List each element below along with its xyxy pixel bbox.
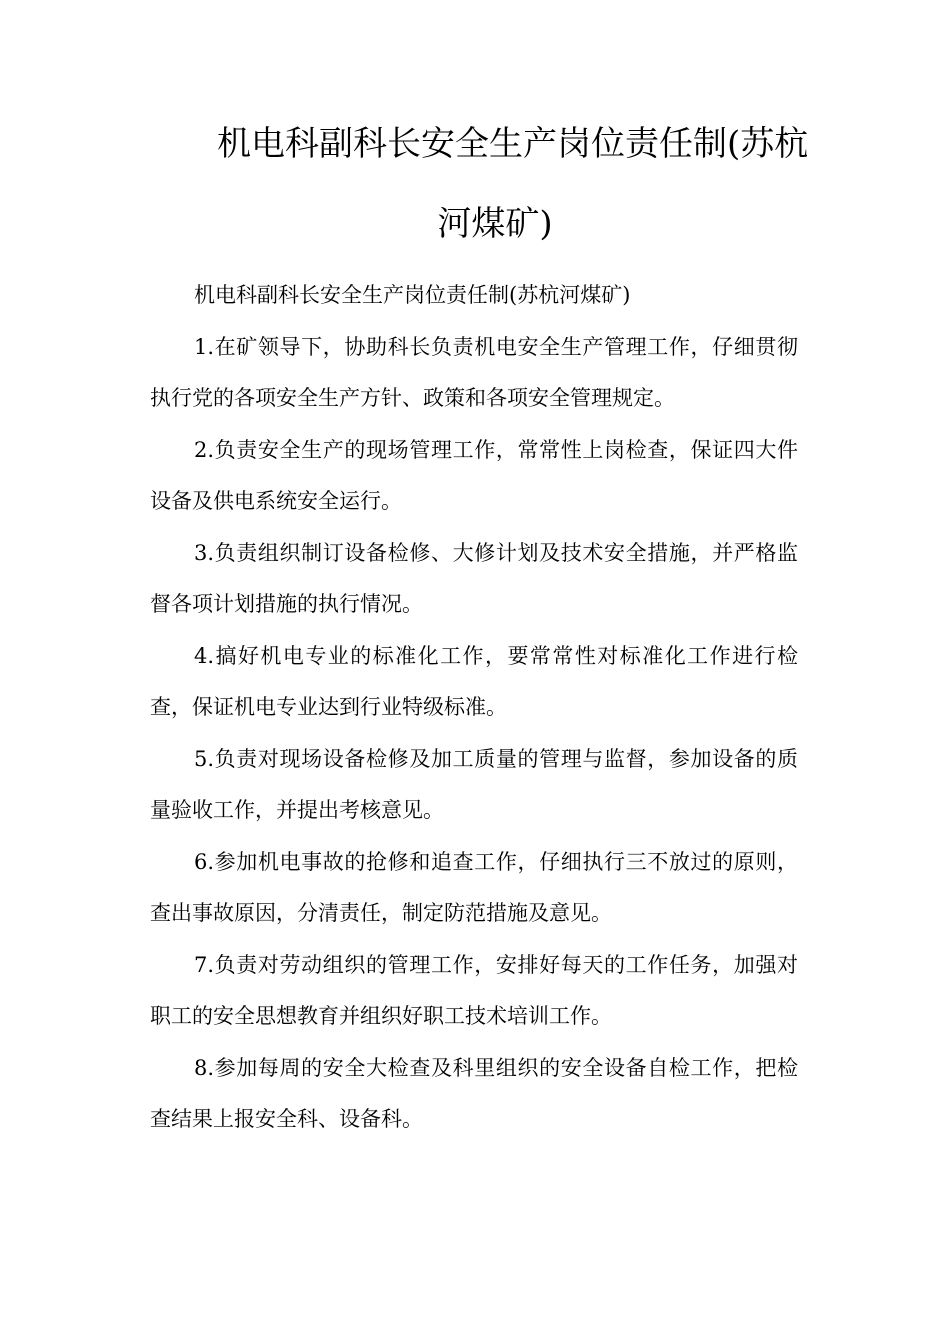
paragraph-item-3: 3.负责组织制订设备检修、大修计划及技术安全措施，并严格监督各项计划措施的执行情况。 (150, 540, 798, 616)
paragraph-subtitle: 机电科副科长安全生产岗位责任制(苏杭河煤矿) (194, 283, 631, 307)
paragraph-item-8: 8.参加每周的安全大检查及科里组织的安全设备自检工作，把检查结果上报安全科、设备科。 (150, 1055, 798, 1131)
paragraph-item-2: 2.负责安全生产的现场管理工作，常常性上岗检查，保证四大件设备及供电系统安全运行。 (150, 437, 798, 513)
document-body (150, 270, 798, 1146)
paragraph-item-1: 1.在矿领导下，协助科长负责机电安全生产管理工作，仔细贯彻执行党的各项安全生产方针、政策和各项安全管理规定。 (150, 334, 798, 410)
paragraph-item-5: 5.负责对现场设备检修及加工质量的管理与监督，参加设备的质量验收工作，并提出考核意见。 (150, 746, 798, 822)
title-line-1: 机电科副科长安全生产岗位责任制(苏杭 (217, 124, 809, 164)
paragraph-item-4: 4.搞好机电专业的标准化工作，要常常性对标准化工作进行检查，保证机电专业达到行业特级标准。 (150, 643, 798, 719)
title-line-2: 河煤矿) (437, 204, 553, 244)
document-title (150, 104, 809, 264)
paragraph-item-6: 6.参加机电事故的抢修和追查工作，仔细执行三不放过的原则，查出事故原因，分清责任，制定防范措施及意见。 (150, 849, 798, 925)
paragraph-item-7: 7.负责对劳动组织的管理工作，安排好每天的工作任务，加强对职工的安全思想教育并组织好职工技术培训工作。 (150, 952, 798, 1028)
